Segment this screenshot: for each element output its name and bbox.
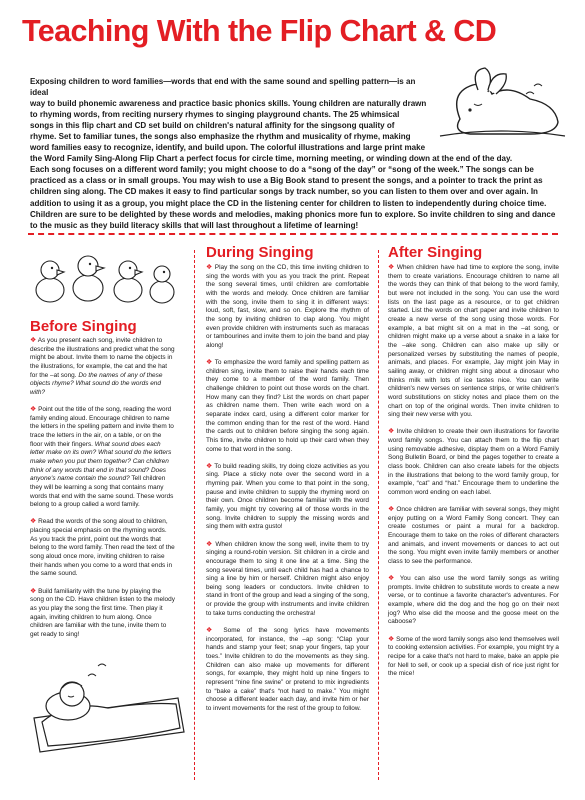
list-item-text: Invite children to create their own illustrations for favorite word family songs. You can attach them to the flip chart using removable adhesive, display them on a Word Family Song Bulletin Board, or bind the pages together to create a class book. Children can also create labels for the objects in the illustrations that belong to the word family group, for example, “cat” and “hat.” Encourage them to underline the common word ending on each label. — [388, 428, 559, 496]
list-item-text: When children know the song well, invite them to try singing a round-robin version. Sit children in a circle and encourage them to sing it one line at a time. Sing the song several times, until each child has had a chance to sing a line by him or herself. Children might also enjoy being song leaders or conductors. Invite children to stand in front of the group and lead a singing of the song, or provide the group with instruments and invite children to take turns conducting the orchestra! — [206, 540, 369, 617]
bullet-icon: ❖ — [206, 359, 213, 367]
bullet-icon: ❖ — [30, 518, 37, 526]
list-item-text: You can also use the word family songs as writing prompts. Invite children to substitute words to create a new verse, or to continue a favorite character's adventures. For example, where did the dog and the hog go on their next jog? Who else did the moose and the goose meet on the caboose? — [388, 575, 559, 626]
during-singing-heading: During Singing — [206, 244, 314, 261]
bullet-icon: ❖ — [30, 587, 37, 595]
list-item-text: Play the song on the CD, this time inviting children to sing the words with you as you track the print. Repeat the song several times, until children are comfortable with the words and melody. Once children are familiar with the song, invite them to sing it in different ways: loud, soft, fast, slow, and so on. Explore the rhythm of the song by inviting children to clap along. You might even provide children with instruments such as maracas or tambourines and invite them to join the band and play along! — [206, 264, 369, 349]
list-item-text: Some of the song lyrics have movements incorporated, for instance, the –ap song: “Clap your hands and stamp your feet; snap your fingers, tap your toes.” Invite children to do the movements as they sing. Children can also make up movements for different songs, for example, they might hold up nine fingers to represent “nine fine swine” or pretend to mix ingredients to “bake a cake” that's “not hard to make.” You might choose a different leader each day, and invite him or her to invent movements for the rest of the group to follow. — [206, 626, 370, 712]
bullet-icon: ❖ — [30, 337, 37, 344]
after-singing-column — [388, 264, 559, 687]
intro-narrow-block — [30, 76, 430, 142]
section-divider — [28, 233, 558, 235]
list-item-text: As you present each song, invite children to describe the illustrations and predict what the song might be about. Invite them to name the objects in the illustrations, for example, the cat and the hat for the –at song. — [30, 337, 175, 379]
during-singing-column — [206, 264, 369, 722]
intro-paragraph: Each song focuses on a different word family; you might choose to do a “song of the day” or “song of the week.” The songs can be practiced as a class or in small groups. You may wish to use a Big Book stand to present the songs, and a pointer to track the print as children sing along. The CD makes it easy to find particular songs by track number, so you can listen to them over and over again. In addition to using it as a group, you might place the CD in the listening center for children to listen to independently during choice time. Children are sure to be delighted by these words and melodies, making phonics more fun to explore. So invite children to sing and dance to the music as they build literacy skills that will last throughout a lifetime of learning! — [30, 165, 556, 230]
list-item-text: Build familiarity with the tune by playing the song on the CD. Have children listen to the melody as you play the song the first time. Then play it again, inviting children to hum along. Once children are familiar with the tune, invite them to get ready to sing! — [30, 587, 175, 638]
intro-line: the Word Family Sing-Along Flip Chart a perfect focus for circle time, morning meeting, or winding down at the end of the day. — [30, 154, 513, 164]
list-item-text: Point out the title of the song, reading the word family ending aloud. Encourage children to name the letters in the spelling pattern and invite them to trace the letters in the air, on a table, or on the floor with their fingers. — [30, 406, 174, 448]
list-item-text: To emphasize the word family and spelling pattern as children sing, invite them to raise their hands each time they come to a member of the word family. Then challenge children to point out those words on the chart. How many can they find? List the words on chart paper as children name them. Then write each word on a separate index card, using a different color marker for the common ending than for the rest of the word. Hand the cards out to children before singing the song again. This time, invite children to hold up their card when they come to that word in the song. — [206, 359, 369, 453]
before-singing-heading: Before Singing — [30, 318, 137, 335]
list-item-text: Tell children they will be learning a song that contains many words that end with the same sound. These words belong to a group called a word family. — [30, 475, 174, 509]
intro-line: way to build phonemic awareness and practice basic phonics skills. Young children are naturally drawn — [30, 99, 427, 109]
list-item — [388, 428, 559, 497]
list-item — [206, 627, 369, 714]
list-item — [206, 463, 369, 532]
bullet-icon: ❖ — [388, 506, 395, 514]
list-item — [30, 406, 175, 510]
list-item-question: Do the names of any of these objects rhyme? What sound do the words end with? — [30, 371, 163, 396]
list-item — [30, 518, 175, 579]
list-item — [388, 264, 559, 420]
page-title: Teaching With the Flip Chart & CD — [22, 14, 497, 48]
list-item-question: What sound does each letter make on its own? What sound do the letters make when you put them together? Can children think of any words that end in that sound? Does anyone's name contain the sound? — [30, 440, 172, 483]
bullet-icon: ❖ — [388, 575, 397, 583]
list-item — [388, 636, 559, 679]
bullet-icon: ❖ — [388, 428, 395, 436]
column-separator — [378, 250, 379, 780]
before-singing-column — [30, 337, 175, 648]
list-item-text: Read the words of the song aloud to children, placing special emphasis on the rhyming words. As you track the print, point out the words that belong to the word family. Then read the text of the song aloud once more, inviting children to raise their hands when you come to a word that ends in the same sound. — [30, 518, 175, 578]
after-singing-heading: After Singing — [388, 244, 483, 261]
list-item — [388, 575, 559, 627]
intro-line: songs in this flip chart and CD set build on children's natural affinity for the singsong quality of — [30, 121, 395, 131]
list-item — [206, 359, 369, 454]
list-item — [206, 264, 369, 351]
bullet-icon: ❖ — [388, 264, 395, 271]
list-item-text: Once children are familiar with several songs, they might enjoy putting on a Word Family Song concert. They can create costumes or paint a mural for a backdrop. Encourage them to take on the roles of different characters and animals, and invent movements or dances to act out the song. You might even invite family members or another class to see the performance. — [388, 506, 559, 565]
list-item-text: When children have had time to explore the song, invite them to create variations. Encourage children to name all the words they can think of that belong to the word family, but were not included in the song. You can use the word lists on the last page as a resource, or to get children started. List the words on chart paper and invite children to create a new verse of the song using those words. For example, a bat might sit on a mat in the –at song, or children might make up a verse about a snake in a lake for the –ake song. Children can also make up silly or personalized verses by substituting the names of people, animals, and places. For example, Jay might join May in sailing away, or children might sing about a dinosaur who thinks milk with lots of ice tastes nice. You can write children's new verses on sentence strips, or write children's word substitutions on sticky notes and place them on the chart on top of the original words. Then invite children to sing their new verse with you. — [388, 264, 560, 419]
bullet-icon: ❖ — [206, 264, 213, 271]
bullet-icon: ❖ — [206, 540, 213, 548]
intro-text — [30, 76, 560, 231]
intro-line: to rhyming words, from reciting nursery rhymes to singing playground chants. The 25 whimsical — [30, 110, 400, 120]
list-item — [206, 541, 369, 619]
column-separator — [194, 250, 195, 780]
intro-line: rhyme. Set to familiar tunes, the songs also emphasize the rhythm and musicality of rhyme, making — [30, 132, 411, 142]
list-item-text: Some of the word family songs also lend themselves well to cooking extension activities. For example, you might try a recipe for a cake that's not hard to make, bake an apple pie for Nell to sell, or cook up a special dish of rice just right for the mice! — [388, 635, 560, 678]
bullet-icon: ❖ — [206, 626, 217, 634]
intro-line: word families easy to recognize, identify, and build upon. The colorful illustrations and large print make — [30, 143, 426, 153]
list-item — [388, 506, 559, 567]
bullet-icon: ❖ — [388, 635, 395, 643]
sleeping-child-illustration — [28, 648, 188, 758]
bullet-icon: ❖ — [30, 406, 37, 414]
ducks-illustration — [28, 246, 178, 310]
list-item-text: To build reading skills, try doing cloze activities as you sing. Place a sticky note over the second word in a rhyming pair. When you come to that point in the song, pause and invite children to supply the rhyming word on their own. Once children become familiar with the word family, you might try covering all of those words in the song. Invite children to supply the missing words and sing them with extra gusto! — [206, 462, 369, 531]
list-item — [30, 337, 175, 398]
intro-line: Exposing children to word families—words that end with the same sound and spelling pattern—is an ideal — [30, 77, 416, 98]
bullet-icon: ❖ — [206, 462, 213, 470]
list-item — [30, 588, 175, 640]
